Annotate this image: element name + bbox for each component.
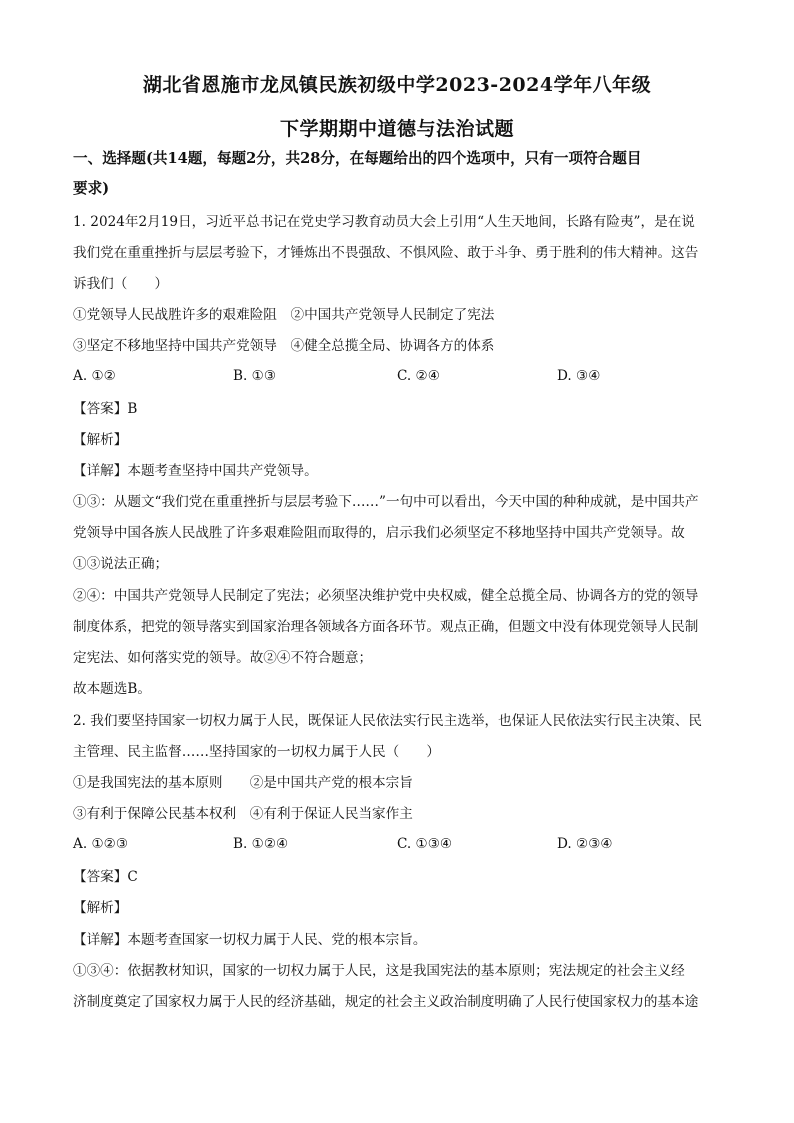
q1-option-a: A. ①② <box>73 368 116 384</box>
q2-answer: 【答案】C <box>73 869 138 885</box>
q1-answer: 【答案】B <box>73 401 138 417</box>
document-title-line1: 湖北省恩施市龙凤镇民族初级中学2023-2024学年八年级 <box>142 74 652 96</box>
q1-stem-line2: 我们党在重重挫折与层层考验下，才锤炼出不畏强敌、不惧风险、敢于斗争、勇于胜利的伟大精神。这告 <box>73 245 699 261</box>
q2-option-d: D. ②③④ <box>557 836 613 852</box>
q1-explanation-line6: 定宪法、如何落实党的领导。故②④不符合题意； <box>73 650 373 666</box>
q1-explanation-line1: ①③：从题文“我们党在重重挫折与层层考验下……”一句中可以看出，今天中国的种种成就，是中国共产 <box>73 494 699 510</box>
q2-stem-line2: 主管理、民主监督……坚持国家的一切权力属于人民（ ） <box>73 744 441 760</box>
q2-explanation-line1: ①③④：依据教材知识，国家的一切权力属于人民，这是我国宪法的基本原则；宪法规定的社会主义经 <box>73 963 685 979</box>
q1-stem-line3: 诉我们（ ） <box>73 276 169 292</box>
q1-statement-line2: ③坚定不移地坚持中国共产党领导 ④健全总揽全局、协调各方的体系 <box>73 338 495 354</box>
q1-explanation-line5: 制度体系，把党的领导落实到国家治理各领域各方面各环节。观点正确，但题文中没有体现党领导人民制 <box>73 619 699 635</box>
q2-statement-line2: ③有利于保障公民基本权利 ④有利于保证人民当家作主 <box>73 806 413 822</box>
q2-explanation-line2: 济制度奠定了国家权力属于人民的经济基础，规定的社会主义政治制度明确了人民行使国家权力的基本途 <box>73 994 699 1010</box>
q2-detail: 【详解】本题考查国家一切权力属于人民、党的根本宗旨。 <box>73 932 427 948</box>
q2-option-a: A. ①②③ <box>73 836 129 852</box>
q2-stem-line1: 2. 我们要坚持国家一切权力属于人民，既保证人民依法实行民主选举，也保证人民依法实行民主决策、民 <box>73 713 703 729</box>
q1-option-b: B. ①③ <box>233 368 277 384</box>
q1-explanation-line3: ①③说法正确； <box>73 556 169 572</box>
q1-conclusion: 故本题选B。 <box>73 681 151 697</box>
q1-option-c: C. ②④ <box>397 368 440 384</box>
q1-option-d: D. ③④ <box>557 368 601 384</box>
q1-explanation-line2: 党领导中国各族人民战胜了许多艰难险阻而取得的，启示我们必须坚定不移地坚持中国共产党领导。故 <box>73 525 685 541</box>
q1-statement-line1: ①党领导人民战胜许多的艰难险阻 ②中国共产党领导人民制定了宪法 <box>73 307 495 323</box>
q2-statement-line1: ①是我国宪法的基本原则 ②是中国共产党的根本宗旨 <box>73 775 413 791</box>
q1-explanation-line4: ②④：中国共产党领导人民制定了宪法；必须坚决维护党中央权威，健全总揽全局、协调各方的党的领导 <box>73 588 699 604</box>
document-title-line2: 下学期期中道德与法治试题 <box>279 118 514 140</box>
q2-option-b: B. ①②④ <box>233 836 289 852</box>
q2-option-c: C. ①③④ <box>397 836 453 852</box>
q2-analysis-label: 【解析】 <box>73 900 128 916</box>
section-heading-line2: 要求) <box>73 180 110 197</box>
q1-analysis-label: 【解析】 <box>73 432 128 448</box>
q1-stem-line1: 1. 2024年2月19日，习近平总书记在党史学习教育动员大会上引用“人生天地间，长路有险夷”，是在说 <box>73 214 695 230</box>
section-heading-line1: 一、选择题(共14题，每题2分，共28分，在每题给出的四个选项中，只有一项符合题目 <box>73 150 642 167</box>
q1-detail: 【详解】本题考查坚持中国共产党领导。 <box>73 463 318 479</box>
